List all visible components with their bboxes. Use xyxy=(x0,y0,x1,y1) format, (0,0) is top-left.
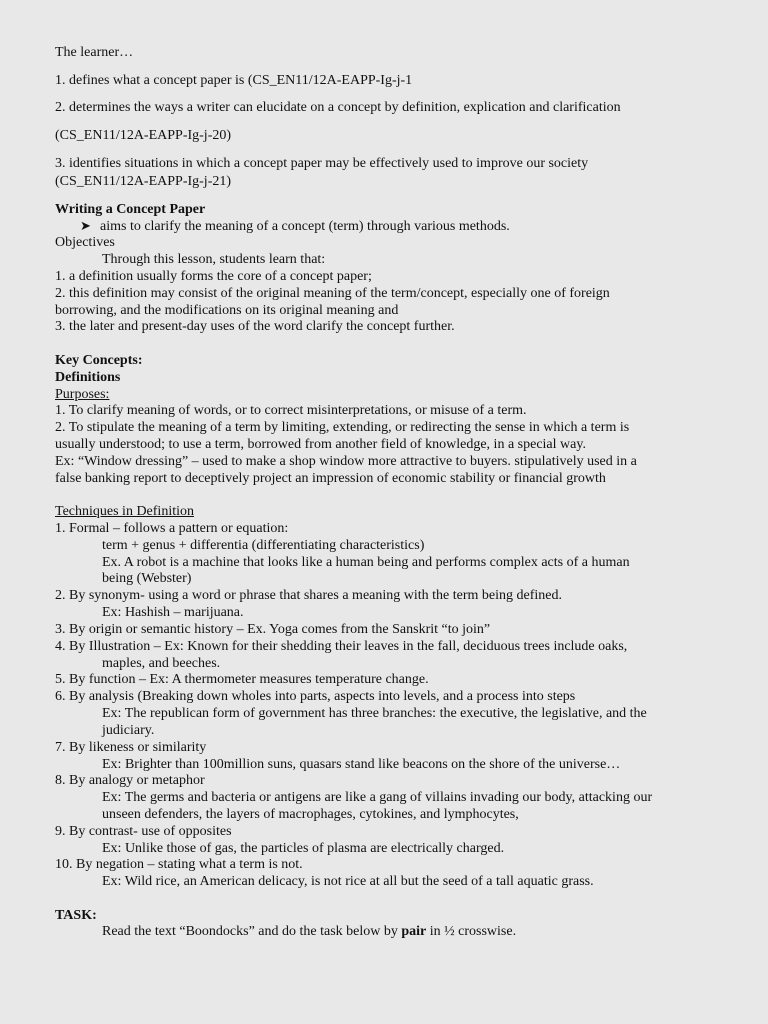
technique-item: 1. Formal – follows a pattern or equation: xyxy=(55,521,289,536)
task-text: in ½ crosswise. xyxy=(426,924,517,939)
technique-example: Ex: The germs and bacteria or antigens are like a gang of villains invading our body, attacking our xyxy=(102,790,653,805)
technique-example: Ex. A robot is a machine that looks like a human being and performs complex acts of a human xyxy=(102,555,630,570)
technique-example: unseen defenders, the layers of macrophages, cytokines, and lymphocytes, xyxy=(102,807,519,822)
technique-item: 7. By likeness or similarity xyxy=(55,740,207,755)
purpose-example: Ex: “Window dressing” – used to make a shop window more attractive to buyers. stipulatively used in a xyxy=(55,454,637,469)
learner-item-code: (CS_EN11/12A-EAPP-Ig-j-21) xyxy=(55,174,232,189)
learner-item: 2. determines the ways a writer can elucidate on a concept by definition, explication and clarification xyxy=(55,100,621,115)
task-instruction xyxy=(102,923,516,940)
purpose-example: false banking report to deceptively project an impression of economic stability or financial growth xyxy=(55,471,606,486)
purpose-item: 1. To clarify meaning of words, or to correct misinterpretations, or misuse of a term. xyxy=(55,403,527,418)
technique-example: Ex: Hashish – marijuana. xyxy=(102,605,244,620)
objective-item: borrowing, and the modifications on its original meaning and xyxy=(55,303,399,318)
technique-item: 6. By analysis (Breaking down wholes into parts, aspects into levels, and a process into steps xyxy=(55,689,576,704)
purpose-item: usually understood; to use a term, borrowed from another field of knowledge, in a special way. xyxy=(55,437,586,452)
bullet-text: aims to clarify the meaning of a concept (term) through various methods. xyxy=(100,219,510,234)
learner-item: 1. defines what a concept paper is (CS_EN11/12A-EAPP-Ig-j-1 xyxy=(55,73,413,88)
techniques-title: Techniques in Definition xyxy=(55,504,194,519)
definitions-title: Definitions xyxy=(55,370,121,385)
bullet-item xyxy=(80,217,510,235)
learner-heading: The learner… xyxy=(55,45,134,60)
objectives-intro: Through this lesson, students learn that: xyxy=(102,252,326,267)
technique-item: 10. By negation – stating what a term is not. xyxy=(55,857,303,872)
objective-item: 2. this definition may consist of the original meaning of the term/concept, especially one of foreign xyxy=(55,286,610,301)
purposes-label: Purposes: xyxy=(55,387,110,402)
technique-example: Ex: The republican form of government has three branches: the executive, the legislative, and the xyxy=(102,706,647,721)
objective-item: 3. the later and present-day uses of the word clarify the concept further. xyxy=(55,319,455,334)
section-title-writing: Writing a Concept Paper xyxy=(55,202,206,217)
technique-example: Ex: Brighter than 100million suns, quasars stand like beacons on the shore of the universe… xyxy=(102,757,621,772)
technique-item: 5. By function – Ex: A thermometer measures temperature change. xyxy=(55,672,429,687)
task-text: Read the text “Boondocks” and do the task below by xyxy=(102,924,402,939)
section-title-key-concepts: Key Concepts: xyxy=(55,353,143,368)
technique-item: 3. By origin or semantic history – Ex. Yoga comes from the Sanskrit “to join” xyxy=(55,622,491,637)
arrow-bullet-icon: ➤ xyxy=(80,218,91,233)
learner-item-code: (CS_EN11/12A-EAPP-Ig-j-20) xyxy=(55,128,232,143)
technique-example: being (Webster) xyxy=(102,571,192,586)
technique-example: Ex: Wild rice, an American delicacy, is not rice at all but the seed of a tall aquatic grass. xyxy=(102,874,594,889)
task-text-emphasis: pair xyxy=(401,924,427,939)
technique-item: 8. By analogy or metaphor xyxy=(55,773,205,788)
technique-item: 9. By contrast- use of opposites xyxy=(55,824,232,839)
task-title: TASK: xyxy=(55,908,97,923)
objective-item: 1. a definition usually forms the core of a concept paper; xyxy=(55,269,372,284)
technique-example: maples, and beeches. xyxy=(102,656,221,671)
technique-example: judiciary. xyxy=(102,723,155,738)
objectives-label: Objectives xyxy=(55,235,115,250)
technique-item: 4. By Illustration – Ex: Known for their shedding their leaves in the fall, deciduous trees include oaks, xyxy=(55,639,628,654)
learner-item: 3. identifies situations in which a concept paper may be effectively used to improve our society xyxy=(55,156,589,171)
technique-item: 2. By synonym- using a word or phrase that shares a meaning with the term being defined. xyxy=(55,588,562,603)
purpose-item: 2. To stipulate the meaning of a term by limiting, extending, or redirecting the sense in which a term is xyxy=(55,420,630,435)
technique-detail: term + genus + differentia (differentiating characteristics) xyxy=(102,538,425,553)
technique-example: Ex: Unlike those of gas, the particles of plasma are electrically charged. xyxy=(102,841,505,856)
